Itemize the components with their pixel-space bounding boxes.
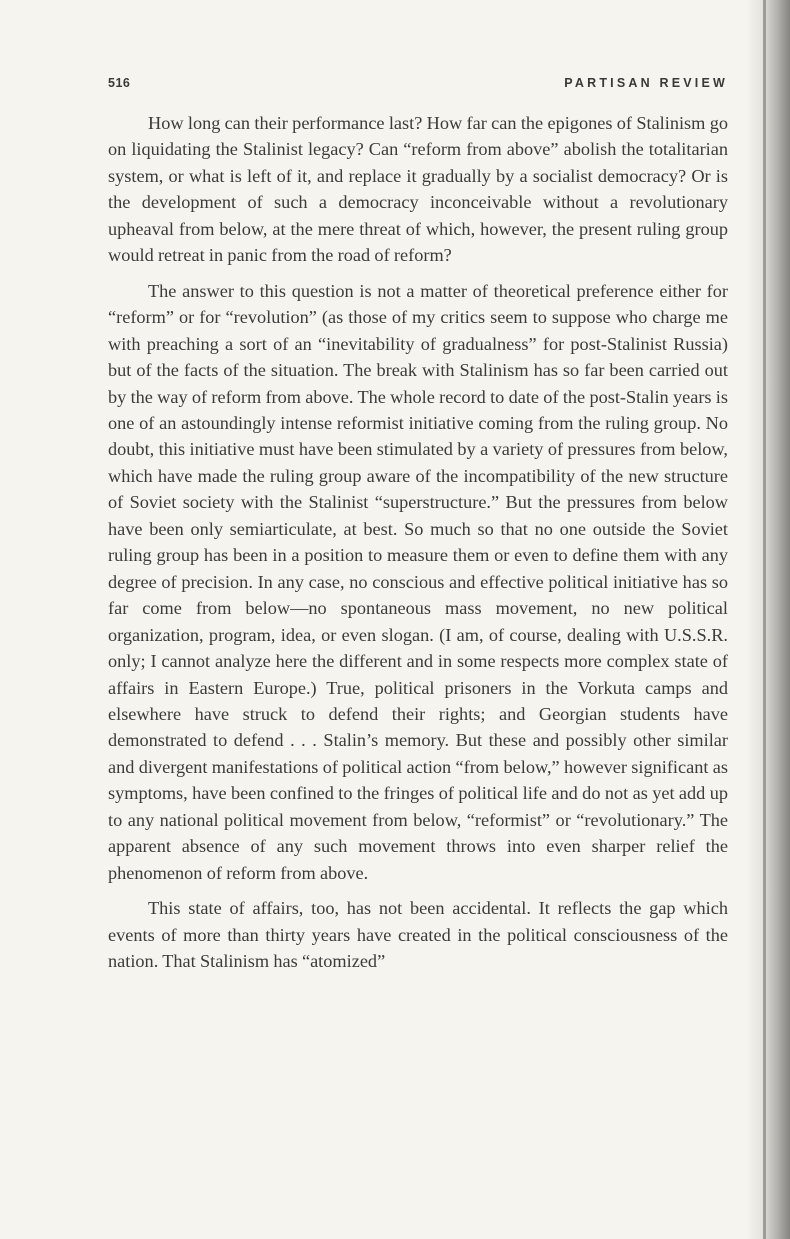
binding-gutter-line [763, 0, 766, 1239]
paragraph-3: This state of affairs, too, has not been accidental. It reflects the gap which events of more than thirty years have created in the political consciousness of the nation. That Stalinism has “atomized” [108, 898, 728, 972]
page-number: 516 [108, 76, 131, 90]
running-head [108, 72, 728, 94]
binding-shadow [746, 0, 790, 1239]
paragraph-2: The answer to this question is not a matter of theoretical preference either for “reform” or for “revolution” (as those of my critics seem to suppose who charge me with preaching a sort of an “inevitability of gradualness” for post-Stalinist Russia) but of the facts of the situation. The break with Stalinism has so far been carried out by the way of reform from above. The whole record to date of the post-Stalin years is one of an astoundingly intense reformist initiative coming from the ruling group. No doubt, this initiative must have been stimulated by a variety of pressures from below, which have made the ruling group aware of the incompatibility of the new structure of Soviet society with the Stalinist “superstructure.” But the pressures from below have been only semiarticulate, at best. So much so that no one outside the Soviet ruling group has been in a position to measure them or even to define them with any degree of precision. In any case, no conscious and effective political initiative has so far come from below—no spontaneous mass movement, no new political organization, program, idea, or even slogan. (I am, of course, dealing with U.S.S.R. only; I cannot analyze here the different and in some respects more complex state of affairs in Eastern Europe.) True, political prisoners in the Vorkuta camps and elsewhere have struck to defend their rights; and Georgian students have demonstrated to defend . . . Stalin’s memory. But these and possibly other similar and divergent manifestations of political action “from below,” however significant as symptoms, have been confined to the fringes of political life and do not as yet add up to any national political movement from below, “reformist” or “revolutionary.” The apparent absence of any such movement throws into even sharper relief the phenomenon of reform from above. [108, 280, 728, 883]
body-text [108, 110, 728, 975]
paragraph-1: How long can their performance last? How far can the epigones of Stalinism go on liquidating the Stalinist legacy? Can “reform from above” abolish the totalitarian system, or what is left of it, and replace it gradually by a socialist democracy? Or is the development of such a democracy inconceivable without a revolutionary upheaval from below, at the mere threat of which, however, the present ruling group would retreat in panic from the road of reform? [108, 113, 728, 266]
journal-title: PARTISAN REVIEW [564, 76, 728, 90]
